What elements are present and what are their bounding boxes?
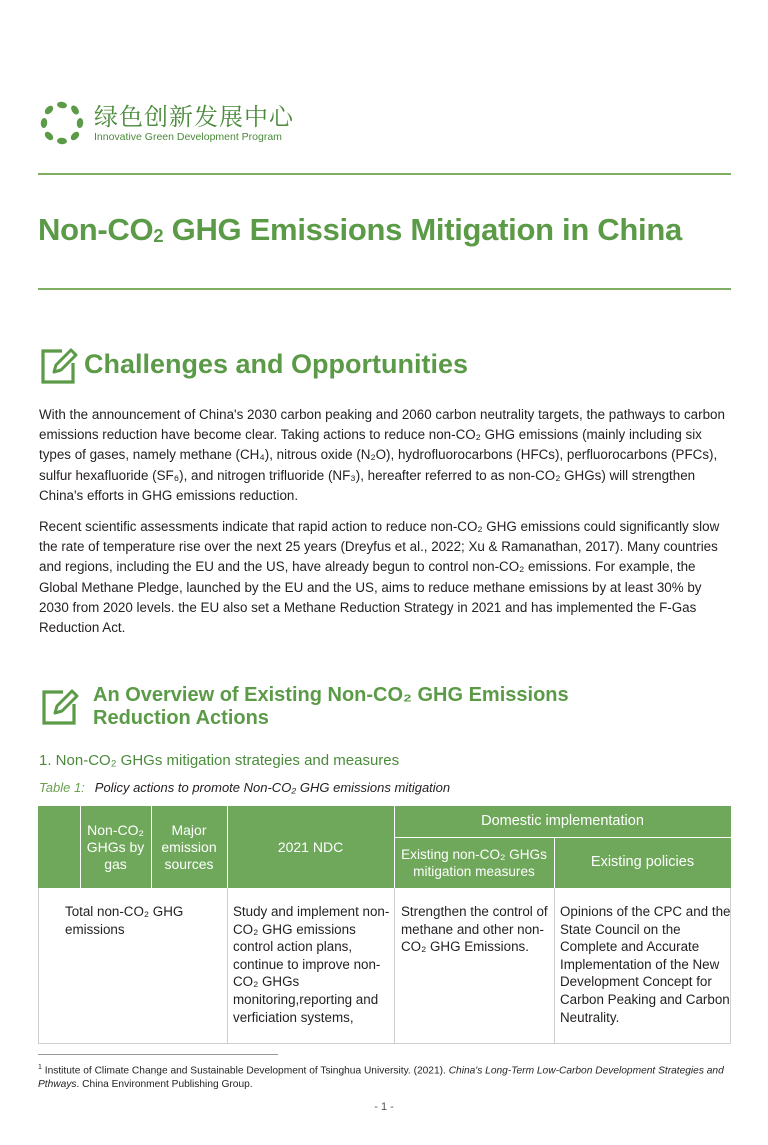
header-separator bbox=[227, 806, 228, 888]
page-number: - 1 - bbox=[374, 1101, 394, 1113]
section-heading-overview: An Overview of Existing Non-CO₂ GHG Emissions Reduction Actions bbox=[93, 684, 569, 729]
policy-table bbox=[38, 806, 731, 1044]
header-domestic: Domestic implementation bbox=[394, 806, 731, 837]
table-border bbox=[227, 888, 228, 1044]
header-measures: Existing non-CO₂ GHGs mitigation measures bbox=[394, 837, 554, 888]
table-caption: Table 1: Policy actions to promote Non-CO₂ GHG emissions mitigation bbox=[39, 780, 451, 795]
table-border bbox=[38, 888, 39, 1044]
logo-english-name: Innovative Green Development Program bbox=[94, 131, 282, 143]
table-cell-policies: Opinions of the CPC and the State Council on the Complete and Accurate Implementation of the New Development Concept for Carbon Peaking and Carbon Neutrality. bbox=[560, 904, 731, 1025]
header-blank-cell bbox=[38, 806, 80, 888]
logo bbox=[38, 97, 298, 151]
paragraph-assessments: Recent scientific assessments indicate that rapid action to reduce non-CO₂ GHG emissions could significantly slow the rate of temperature rise over the next 25 years (Dreyfus et al., 2022; Xu & Ramanathan, 2017). Many countries and regions, including the EU and the US, have already begun to control non-CO₂ emissions. For example, the Global Methane Pledge, launched by the EU and the US, aims to reduce methane emissions by at least 30% by 2030 from 2020 levels. the EU also set a Methane Reduction Strategy in 2021 and has implemented the F-Gas Reduction Act. bbox=[39, 519, 720, 636]
header-ndc: 2021 NDC bbox=[227, 806, 394, 888]
logo-chinese-name: 绿色创新发展中心 bbox=[94, 103, 294, 131]
divider-title bbox=[38, 288, 731, 290]
leaf-wreath-logo-icon bbox=[38, 99, 86, 147]
table-border bbox=[554, 888, 555, 1044]
table-border bbox=[394, 888, 395, 1044]
footnote: $^1$ Institute of Climate Change and Sustainable Development of Tsinghua University. (2021). China's Long-Term Low-Carbon Development Strategies and Pthways. China Environment Publishing Group. bbox=[38, 1064, 724, 1091]
divider-top bbox=[38, 173, 731, 175]
header-separator bbox=[394, 806, 395, 888]
subheading-strategies: 1. Non-CO₂ GHGs mitigation strategies and measures bbox=[39, 752, 400, 769]
paragraph-intro: With the announcement of China's 2030 carbon peaking and 2060 carbon neutrality targets, the pathways to carbon emissions reduction have become clear. Taking actions to reduce non-CO₂ GHG emissions (mainly including six types of gases, namely methane (CH₄), nitrous oxide (N₂O), hydrofluorocarbons (HFCs), perfluorocarbons (PFCs), sulfur hexafluoride (SF₆), and nitrogen trifluoride (NF₃), hereafter referred to as non-CO₂ GHGs) will strengthen China's efforts in GHG emissions reduction. bbox=[39, 407, 725, 503]
header-separator bbox=[554, 837, 555, 888]
table-cell-gas: Total non-CO₂ GHG emissions bbox=[65, 904, 184, 937]
table-border bbox=[38, 1043, 731, 1044]
header-gas: Non-CO₂ GHGs by gas bbox=[80, 806, 151, 888]
header-separator bbox=[394, 837, 731, 838]
document-title: Non-CO2 GHG Emissions Mitigation in China bbox=[38, 212, 682, 247]
header-policies: Existing policies bbox=[554, 837, 731, 888]
edit-icon bbox=[39, 687, 79, 727]
header-sources: Major emission sources bbox=[151, 806, 227, 888]
header-separator bbox=[80, 806, 81, 888]
header-separator bbox=[151, 806, 152, 888]
edit-icon bbox=[38, 346, 78, 386]
footnote-divider bbox=[38, 1054, 278, 1055]
table-cell-ndc: Study and implement non-CO₂ GHG emissions control action plans, continue to improve non-CO₂ GHGs monitoring,reporting and verficiation systems, bbox=[233, 904, 390, 1025]
table-cell-measures: Strengthen the control of methane and other non-CO₂ GHG Emissions. bbox=[401, 904, 548, 955]
section-heading-challenges: Challenges and Opportunities bbox=[84, 349, 469, 379]
